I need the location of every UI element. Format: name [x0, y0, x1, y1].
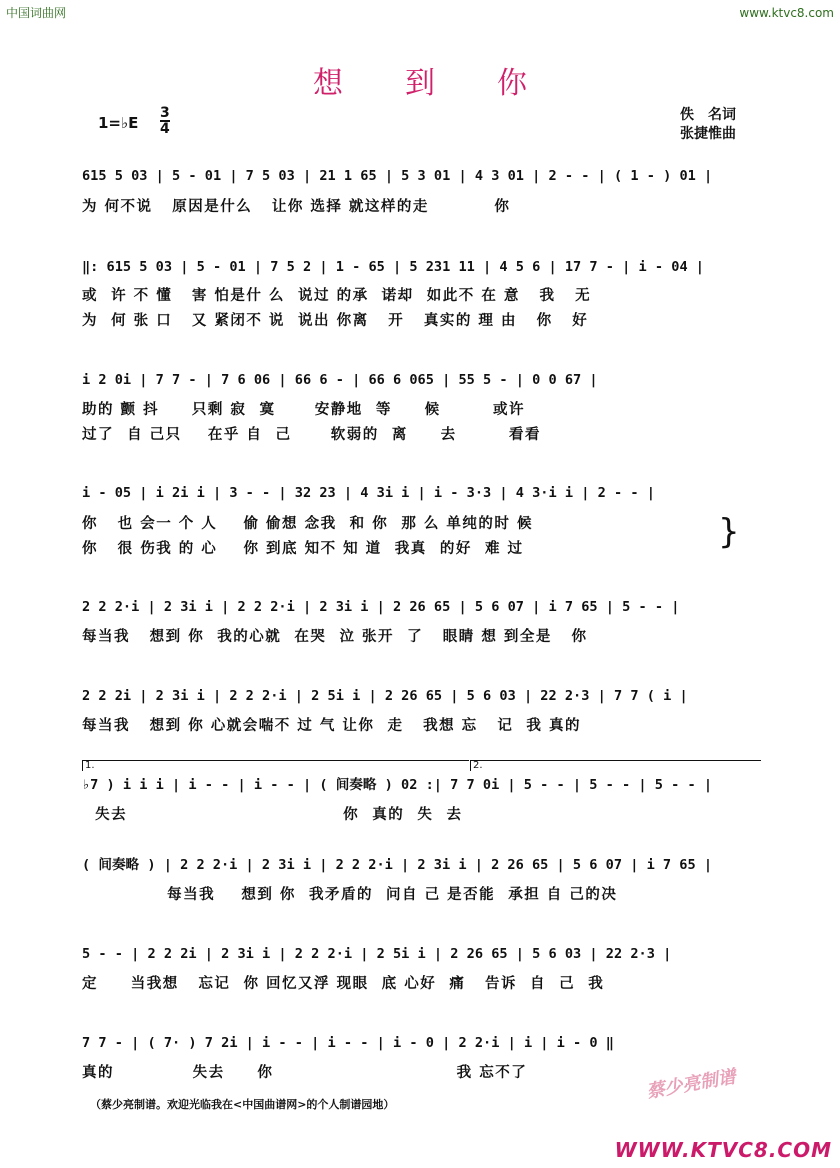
- volta-1-bracket: 1.: [82, 760, 469, 771]
- site-url-right[interactable]: www.ktvc8.com: [739, 6, 834, 20]
- song-title: 想到你: [313, 66, 589, 101]
- site-url-bottom[interactable]: WWW.KTVC8.COM: [614, 1138, 832, 1162]
- notation-row-1: 615 5 03 | 5 - 01 | 7 5 03 | 21 1 65 | 5 3 01 | 4 3 01 | 2 - - | ( 1 - ) 01 |: [82, 168, 713, 184]
- lyrics-row-1: 为 何不说 原因是什么 让你 选择 就这样的走 你: [82, 199, 511, 215]
- lyrics-row-2-verse-2: 为 何 张 口 又 紧闭不 说 说出 你离 开 真实的 理 由 你 好: [82, 313, 589, 329]
- lyrics-row-4-verse-2: 你 很 伤我 的 心 你 到底 知不 知 道 我真 的好 难 过: [82, 541, 524, 557]
- lyrics-row-9: 定 当我想 忘记 你 回忆又浮 现眼 底 心好 痛 告诉 自 己 我: [82, 976, 605, 992]
- notation-row-8: ( 间奏略 ) | 2 2 2·i | 2 3i i | 2 2 2·i | 2 3i i | 2 26 65 | 5 6 07 | i 7 65 |: [82, 857, 713, 873]
- time-signature: [160, 106, 170, 136]
- lyrics-row-3-verse-2: 过了 自 己只 在乎 自 己 软弱的 离 去 看看: [82, 427, 541, 443]
- time-signature-bottom: 4: [160, 121, 170, 137]
- notation-row-7: ♭7 ) i i i | i - - | i - - | ( 间奏略 ) 02 :| 7 7 0i | 5 - - | 5 - - | 5 - - |: [82, 777, 713, 793]
- lyrics-row-10: 真的 失去 你 我 忘不了: [82, 1065, 528, 1081]
- lyrics-row-6: 每当我 想到 你 心就会喘不 过 气 让你 走 我想 忘 记 我 真的: [82, 718, 581, 734]
- lyrics-row-7: 失去 你 真的 失 去: [82, 807, 463, 823]
- notation-row-3: i 2 0i | 7 7 - | 7 6 06 | 66 6 - | 66 6 065 | 55 5 - | 0 0 67 |: [82, 372, 598, 388]
- site-name-left[interactable]: 中国词曲网: [6, 6, 67, 20]
- footer-note: （蔡少亮制谱。欢迎光临我在<中国曲谱网>的个人制谱园地）: [90, 1098, 395, 1111]
- credits: [680, 106, 736, 144]
- notation-row-4: i - 05 | i 2i i | 3 - - | 32 23 | 4 3i i | i - 3·3 | 4 3·i i | 2 - - |: [82, 485, 655, 501]
- notation-row-2: ‖: 615 5 03 | 5 - 01 | 7 5 2 | 1 - 65 | 5 231 11 | 4 5 6 | 17 7 - | i - 04 |: [82, 259, 704, 275]
- notation-row-6: 2 2 2i | 2 3i i | 2 2 2·i | 2 5i i | 2 26 65 | 5 6 03 | 22 2·3 | 7 7 ( i |: [82, 688, 688, 704]
- time-signature-top: 3: [160, 105, 170, 121]
- verse-brace: }: [718, 512, 740, 552]
- lyrics-row-2-verse-1: 或 许 不 懂 害 怕是什 么 说过 的承 诺却 如此不 在 意 我 无: [82, 288, 592, 304]
- lyrics-row-8: 每当我 想到 你 我矛盾的 问自 己 是否能 承担 自 己的决: [82, 887, 618, 903]
- notation-row-10: 7 7 - | ( 7· ) 7 2i | i - - | i - - | i - 0 | 2 2·i | i | i - 0 ‖: [82, 1035, 614, 1051]
- notation-row-9: 5 - - | 2 2 2i | 2 3i i | 2 2 2·i | 2 5i i | 2 26 65 | 5 6 03 | 22 2·3 |: [82, 946, 672, 962]
- lyrics-row-4-verse-1: 你 也 会一 个 人 偷 偷想 念我 和 你 那 么 单纯的时 候: [82, 516, 533, 532]
- lyricist-credit: 佚 名词: [680, 107, 736, 123]
- lyrics-row-3-verse-1: 助的 颤 抖 只剩 寂 寞 安静地 等 候 或许: [82, 402, 525, 418]
- transcriber-stamp: 蔡少亮制谱: [645, 1066, 738, 1103]
- volta-2-bracket: 2.: [470, 760, 761, 771]
- composer-credit: 张捷惟曲: [680, 126, 736, 142]
- lyrics-row-5: 每当我 想到 你 我的心就 在哭 泣 张开 了 眼睛 想 到全是 你: [82, 629, 588, 645]
- notation-row-5: 2 2 2·i | 2 3i i | 2 2 2·i | 2 3i i | 2 26 65 | 5 6 07 | i 7 65 | 5 - - |: [82, 599, 680, 615]
- key-signature: 1=♭E: [98, 114, 139, 132]
